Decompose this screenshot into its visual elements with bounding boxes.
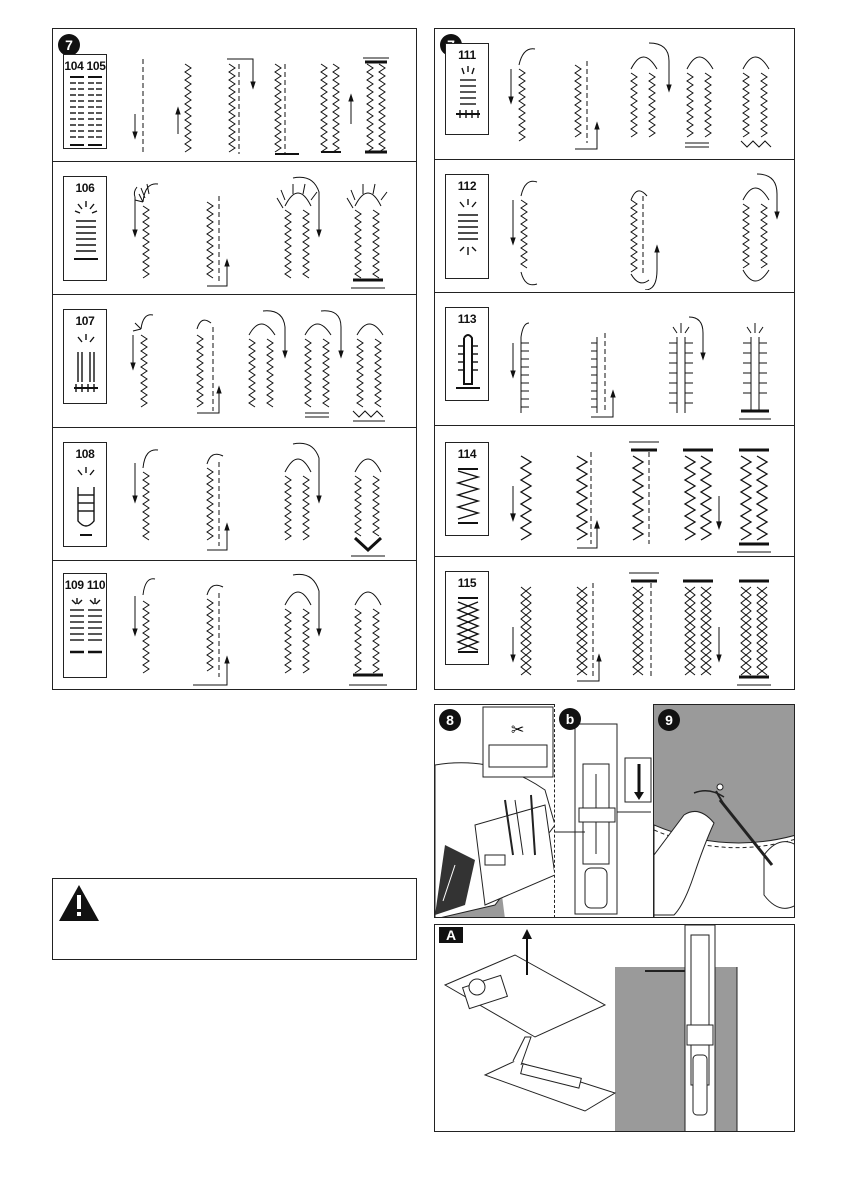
pattern-icon-box: [445, 307, 489, 401]
pattern-icon-box: [63, 442, 107, 547]
cross-stitch-buttonhole-icon: [454, 594, 482, 662]
warning-triangle-icon: [57, 883, 101, 923]
pattern-row-115: [435, 557, 794, 691]
bar-buttonhole-icon: [68, 75, 104, 147]
pattern-code: 113: [457, 312, 477, 326]
pattern-row-109-110: [53, 561, 416, 691]
pattern-row-107: [53, 295, 416, 428]
tapered-buttonhole-icon: [70, 465, 102, 543]
sewing-sequence-diagram: [505, 303, 791, 423]
pattern-icon-box: [63, 176, 107, 281]
sewing-sequence-diagram: [505, 170, 791, 290]
sewing-sequence-diagram: [123, 172, 413, 292]
sewing-sequence-diagram: [505, 39, 791, 157]
right-buttonhole-panel: [434, 28, 795, 690]
sewing-sequence-diagram: [123, 438, 413, 558]
figure-9-seam-ripper: [653, 704, 795, 918]
buttonhole-foot-lever-diagram: [555, 704, 654, 918]
straight-buttonhole-icon: [452, 330, 484, 398]
stretch-buttonhole-icon: [454, 465, 482, 533]
scissors-icon: ✂: [511, 720, 525, 739]
pattern-icon-box: [445, 571, 489, 665]
pattern-code: 114: [457, 447, 477, 461]
pattern-row-106: [53, 162, 416, 295]
round-end-buttonhole-icon: [70, 199, 102, 277]
seam-ripper-illustration: [654, 705, 795, 918]
figure-b-lever-position: [554, 704, 654, 918]
step-7-badge-left: 7: [58, 34, 80, 56]
pattern-code: 115: [457, 576, 477, 590]
pattern-code: 111: [458, 48, 476, 62]
pattern-code: 112: [457, 179, 477, 193]
pattern-icon-box: [63, 309, 107, 404]
pattern-row-111: [435, 29, 794, 160]
pattern-code: 106: [75, 181, 95, 195]
left-buttonhole-panel: [52, 28, 417, 690]
warning-box: [52, 878, 417, 960]
pattern-code: 104 105: [64, 59, 106, 73]
figure-a-attaching-foot: [434, 924, 795, 1132]
keyhole-buttonhole-icon: [452, 64, 484, 132]
double-round-buttonhole-icon: [452, 197, 484, 275]
sub-b-badge: b: [559, 708, 581, 730]
pattern-row-114: [435, 426, 794, 557]
pattern-icon-box: [445, 174, 489, 279]
sewing-sequence-diagram: [123, 305, 413, 425]
pattern-row-104-105: [53, 29, 416, 162]
round-buttonhole-pair-icon: [68, 596, 104, 674]
keyhole-buttonhole-icon: [70, 332, 102, 402]
step-8-badge: 8: [439, 709, 461, 731]
pattern-row-108: [53, 428, 416, 561]
figure-a-label: A: [439, 927, 463, 943]
pattern-icon-box: [63, 573, 107, 678]
step-9-badge: 9: [658, 709, 680, 731]
pattern-row-113: [435, 293, 794, 426]
pattern-code: 107: [75, 314, 95, 328]
sewing-sequence-diagram: [505, 436, 791, 554]
sewing-sequence-diagram: [123, 54, 413, 159]
pattern-row-112: [435, 160, 794, 293]
pattern-code: 109 110: [64, 578, 106, 592]
sewing-sequence-diagram: [505, 567, 791, 687]
pattern-icon-box: [445, 43, 489, 135]
sewing-sequence-diagram: [123, 571, 413, 689]
buttonhole-foot-attachment-illustration: [435, 925, 795, 1132]
pattern-code: 108: [75, 447, 95, 461]
pattern-icon-box: [63, 54, 107, 149]
pattern-icon-box: [445, 442, 489, 536]
